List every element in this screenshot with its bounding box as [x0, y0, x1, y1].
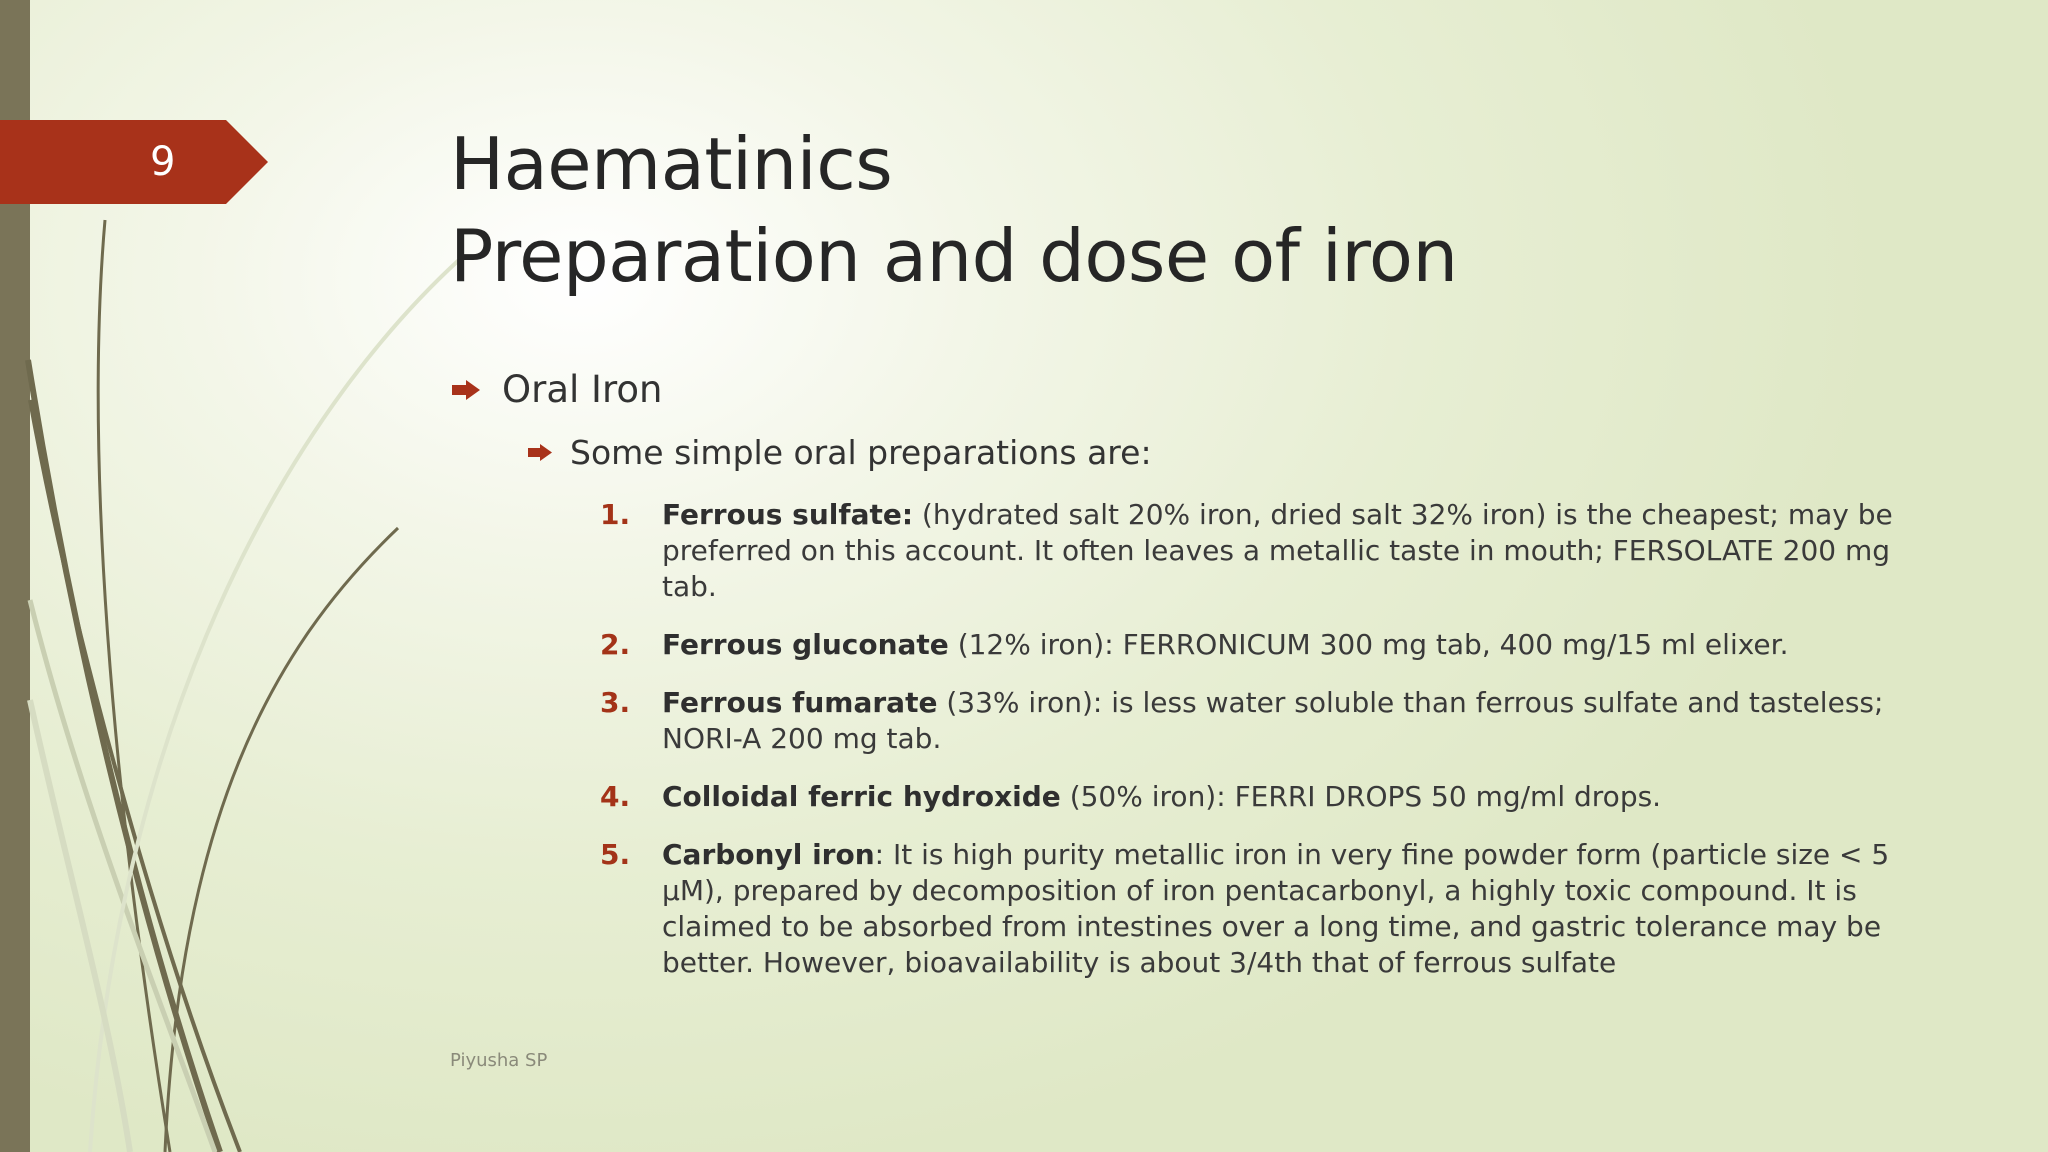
- preparation-name: Ferrous fumarate: [662, 686, 938, 719]
- slide-number: 9: [150, 139, 176, 185]
- preparation-description: (12% iron): FERRONICUM 300 mg tab, 400 mg/15 ml elixer.: [948, 628, 1789, 661]
- list-item-number: 2.: [600, 628, 631, 661]
- list-item-body: [662, 497, 1920, 605]
- list-item-body: [662, 627, 1920, 663]
- arrow-bullet-icon: [528, 444, 552, 461]
- preparation-name: Colloidal ferric hydroxide: [662, 780, 1061, 813]
- list-item: [600, 685, 1920, 757]
- slide-footer: Piyusha SP: [450, 1050, 548, 1071]
- bullet-level2-text: Some simple oral preparations are:: [570, 433, 1152, 472]
- preparation-description: (33% iron): is less water soluble than ferrous sulfate and tasteless; NORI-A 200 mg tab.: [662, 686, 1884, 755]
- preparation-name: Ferrous sulfate:: [662, 498, 914, 531]
- list-item: [600, 837, 1920, 981]
- list-item-body: [662, 685, 1920, 757]
- slide-title: [450, 118, 1950, 302]
- bullet-level1: [452, 368, 662, 411]
- list-item-body: [662, 837, 1920, 981]
- preparation-description: : It is high purity metallic iron in very fine powder form (particle size < 5 µM), prepared by decomposition of iron pentacarbonyl, a highly toxic compound. It is claimed to be absorbed from intestines over a long time, and gastric tolerance may be better. However, bioavailability is about 3/4th that of ferrous sulfate: [662, 838, 1890, 979]
- list-item-number: 4.: [600, 780, 631, 813]
- preparation-list: [600, 497, 1920, 1003]
- bullet-level1-text: Oral Iron: [502, 368, 663, 411]
- title-line-2: Preparation and dose of iron: [450, 214, 1458, 298]
- list-item-body: [662, 779, 1920, 815]
- preparation-description: (50% iron): FERRI DROPS 50 mg/ml drops.: [1060, 780, 1662, 813]
- arrow-bullet-icon: [452, 380, 480, 400]
- preparation-description: (hydrated salt 20% iron, dried salt 32% iron) is the cheapest; may be preferred on this account. It often leaves a metallic taste in mouth; FERSOLATE 200 mg tab.: [662, 498, 1893, 603]
- list-item: [600, 497, 1920, 605]
- list-item-number: 5.: [600, 838, 631, 871]
- bullet-level2: [528, 433, 1152, 472]
- list-item: [600, 779, 1920, 815]
- preparation-name: Ferrous gluconate: [662, 628, 949, 661]
- list-item-number: 1.: [600, 498, 631, 531]
- list-item-number: 3.: [600, 686, 631, 719]
- preparation-name: Carbonyl iron: [662, 838, 875, 871]
- list-item: [600, 627, 1920, 663]
- title-line-1: Haematinics: [450, 122, 893, 206]
